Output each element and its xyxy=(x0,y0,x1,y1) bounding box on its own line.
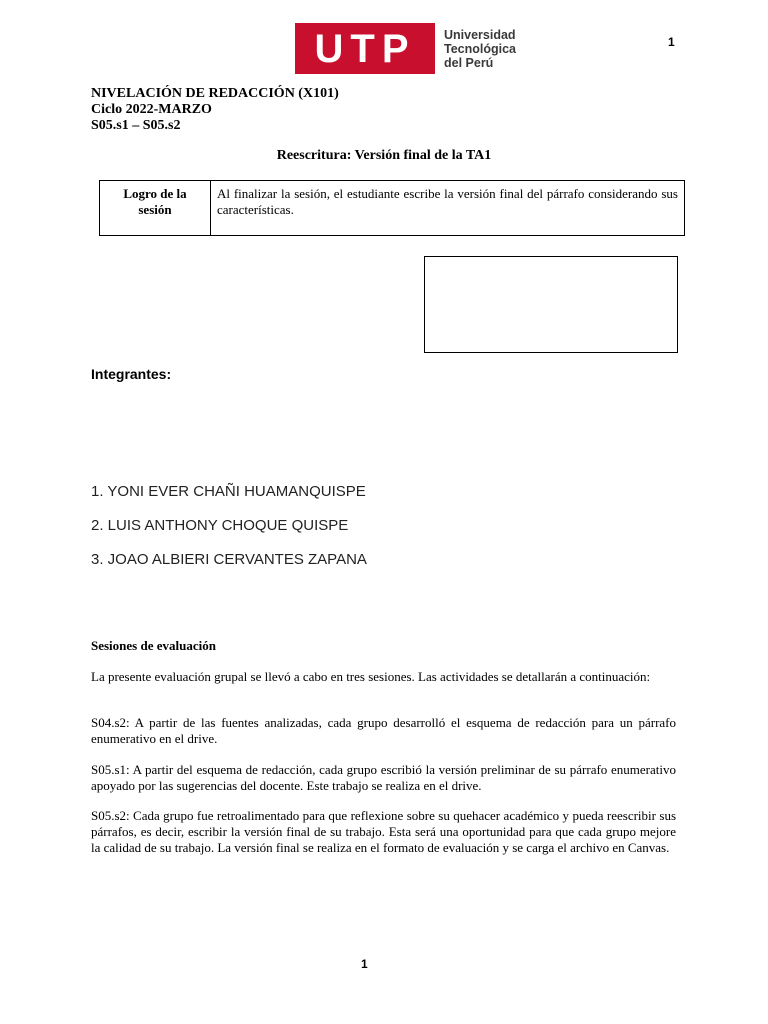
integrantes-title: Integrantes: xyxy=(91,366,172,382)
member-item: 3. JOAO ALBIERI CERVANTES ZAPANA xyxy=(91,551,367,568)
member-item: 1. YONI EVER CHAÑI HUAMANQUISPE xyxy=(91,483,366,500)
logo-line-3: del Perú xyxy=(444,56,494,70)
member-item: 2. LUIS ANTHONY CHOQUE QUISPE xyxy=(91,517,349,534)
grade-box xyxy=(424,256,678,353)
course-title: NIVELACIÓN DE REDACCIÓN (X101) xyxy=(91,86,339,101)
evaluation-paragraph: S04.s2: A partir de las fuentes analizadas, cada grupo desarrolló el esquema de redacción para un párrafo enumerativo en el drive. xyxy=(91,715,676,746)
logro-label: Logro de la sesión xyxy=(100,181,211,236)
utp-logo xyxy=(295,23,435,74)
session-codes: S05.s1 – S05.s2 xyxy=(91,118,181,133)
page-number-top: 1 xyxy=(668,35,675,49)
evaluation-title: Sesiones de evaluación xyxy=(91,638,216,653)
logo-university-name xyxy=(444,28,516,70)
logo-line-1: Universidad xyxy=(444,28,516,42)
logro-table xyxy=(99,180,685,236)
evaluation-paragraph: S05.s1: A partir del esquema de redacción, cada grupo escribió la versión preliminar de su párrafo enumerativo apoyado por las sugerencias del docente. Este trabajo se realiza en el drive. xyxy=(91,762,676,793)
logo-line-2: Tecnológica xyxy=(444,42,517,56)
cycle-label: Ciclo 2022-MARZO xyxy=(91,102,212,117)
evaluation-paragraph: S05.s2: Cada grupo fue retroalimentado para que reflexione sobre su quehacer académico y pueda reescribir sus párrafos, es decir, escribir la versión final de su trabajo. Esta será una oportunidad para que cada grupo mejore la calidad de su trabajo. La versión final se realiza en el formato de evaluación y se carga el archivo en Canvas. xyxy=(91,808,676,855)
document-subtitle: Reescritura: Versión final de la TA1 xyxy=(276,148,492,163)
logo-letters: UTP xyxy=(314,26,416,71)
logro-text: Al finalizar la sesión, el estudiante escribe la versión final del párrafo considerando sus características. xyxy=(211,181,685,236)
evaluation-paragraph: La presente evaluación grupal se llevó a cabo en tres sesiones. Las actividades se detallarán a continuación: xyxy=(91,669,651,684)
page-number-footer: 1 xyxy=(361,957,368,971)
